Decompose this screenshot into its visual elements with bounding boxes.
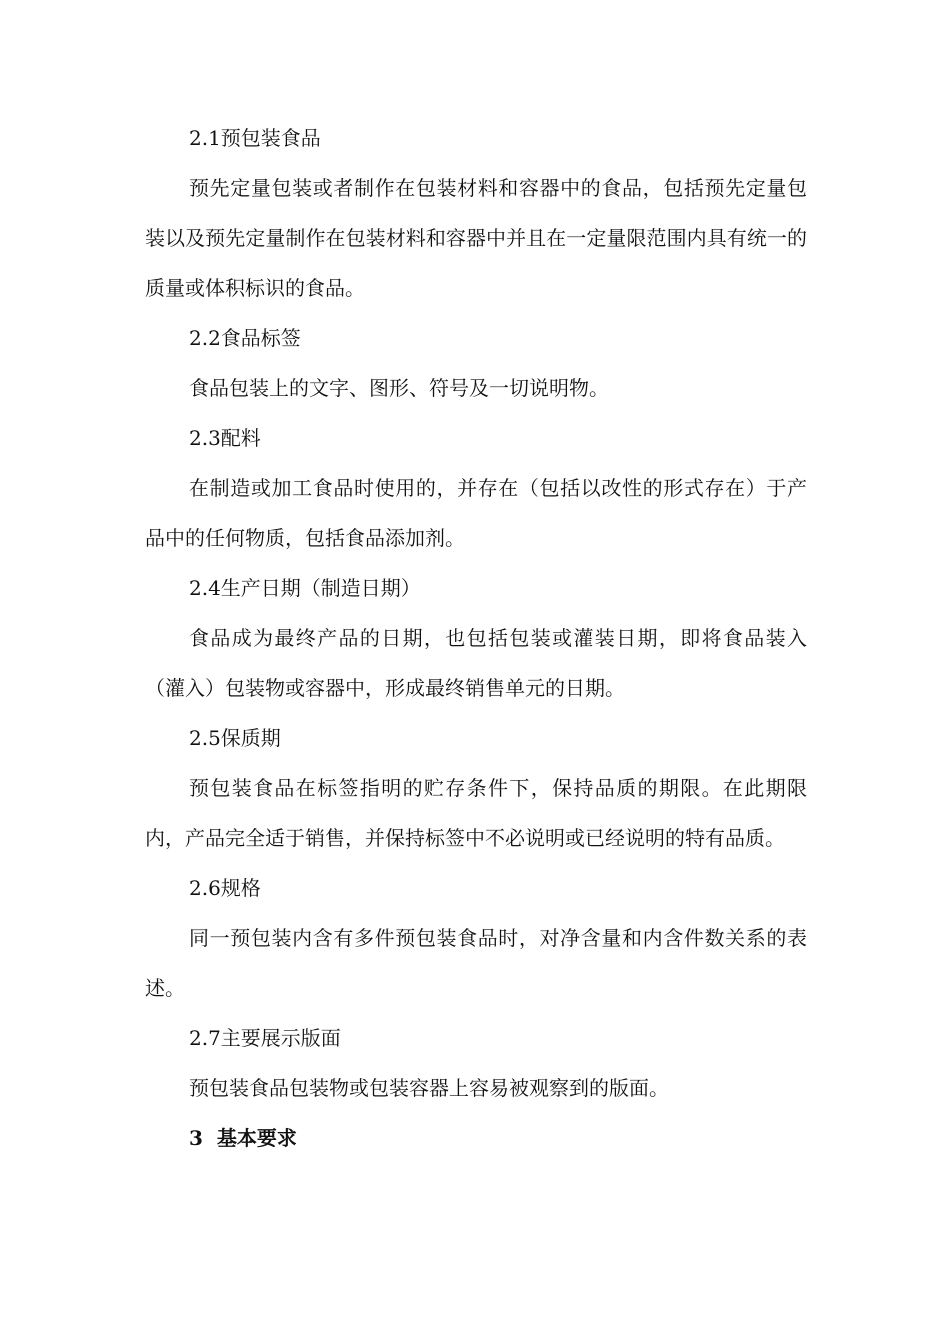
- section-heading-2-3: 2.3配料: [189, 426, 261, 450]
- section-body-2-6: 同一预包装内含有多件预包装食品时，对净含量和内含件数关系的表述。: [145, 926, 807, 1000]
- chapter-heading-3: 3 基本要求: [189, 1126, 297, 1150]
- document-body: [145, 113, 807, 1163]
- section-heading-2-7: 2.7主要展示版面: [189, 1026, 341, 1050]
- section-body-2-4: 食品成为最终产品的日期，也包括包装或灌装日期，即将食品装入（灌入）包装物或容器中，形成最终销售单元的日期。: [145, 626, 807, 700]
- section-heading-2-1: 2.1预包装食品: [189, 126, 321, 150]
- section-body-2-5: 预包装食品在标签指明的贮存条件下，保持品质的期限。在此期限内，产品完全适于销售，并保持标签中不必说明或已经说明的特有品质。: [145, 776, 807, 850]
- section-body-2-7: 预包装食品包装物或包装容器上容易被观察到的版面。: [189, 1076, 669, 1100]
- section-heading-2-4: 2.4生产日期（制造日期）: [189, 576, 421, 600]
- section-heading-2-6: 2.6规格: [189, 876, 261, 900]
- section-heading-2-2: 2.2食品标签: [189, 326, 301, 350]
- section-body-2-2: 食品包装上的文字、图形、符号及一切说明物。: [189, 376, 609, 400]
- section-heading-2-5: 2.5保质期: [189, 726, 281, 750]
- section-body-2-3: 在制造或加工食品时使用的，并存在（包括以改性的形式存在）于产品中的任何物质，包括食品添加剂。: [145, 476, 807, 550]
- section-body-2-1: 预先定量包装或者制作在包装材料和容器中的食品，包括预先定量包装以及预先定量制作在包装材料和容器中并且在一定量限范围内具有统一的质量或体积标识的食品。: [145, 176, 807, 300]
